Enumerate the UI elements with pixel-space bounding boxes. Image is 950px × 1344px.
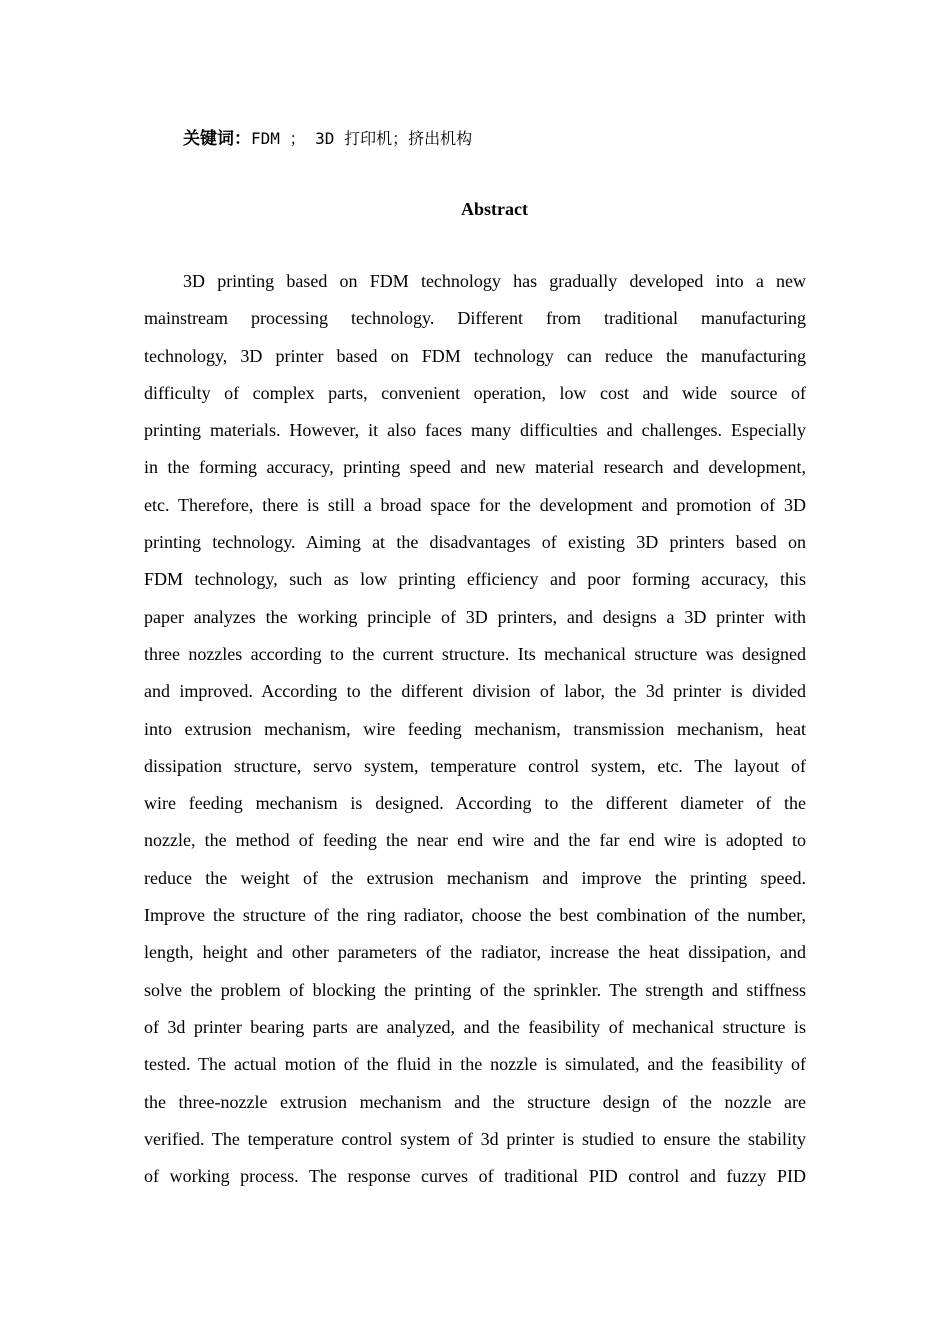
abstract-line: in the forming accuracy, printing speed and new material research and development, — [144, 457, 806, 478]
abstract-line: nozzle, the method of feeding the near end wire and the far end wire is adopted to — [144, 830, 806, 851]
abstract-line: wire feeding mechanism is designed. According to the different diameter of the — [144, 793, 806, 814]
abstract-line: printing materials. However, it also faces many difficulties and challenges. Especially — [144, 420, 806, 441]
abstract-line: of working process. The response curves of traditional PID control and fuzzy PID — [144, 1166, 806, 1187]
abstract-line: mainstream processing technology. Different from traditional manufacturing — [144, 308, 806, 329]
abstract-line: technology, 3D printer based on FDM technology can reduce the manufacturing — [144, 345, 806, 366]
abstract-line: length, height and other parameters of the radiator, increase the heat dissipation, and — [144, 942, 806, 963]
abstract-line: printing technology. Aiming at the disadvantages of existing 3D printers based on — [144, 532, 806, 553]
abstract-line: Improve the structure of the ring radiator, choose the best combination of the number, — [144, 905, 806, 926]
abstract-line: three nozzles according to the current structure. Its mechanical structure was designed — [144, 643, 806, 664]
keywords-label: 关键词： — [183, 129, 251, 149]
abstract-line: etc. Therefore, there is still a broad space for the development and promotion of 3D — [144, 494, 806, 515]
abstract-line: paper analyzes the working principle of 3D printers, and designs a 3D printer with — [144, 606, 806, 627]
abstract-line: verified. The temperature control system of 3d printer is studied to ensure the stability — [144, 1128, 806, 1149]
abstract-line: reduce the weight of the extrusion mechanism and improve the printing speed. — [144, 867, 806, 888]
abstract-line: tested. The actual motion of the fluid in the nozzle is simulated, and the feasibility of — [144, 1054, 806, 1075]
abstract-heading: Abstract — [461, 199, 528, 219]
abstract-line: dissipation structure, servo system, temperature control system, etc. The layout of — [144, 755, 806, 776]
abstract-line: FDM technology, such as low printing efficiency and poor forming accuracy, this — [144, 569, 806, 590]
abstract-line: difficulty of complex parts, convenient operation, low cost and wide source of — [144, 382, 806, 403]
keywords-line — [183, 126, 472, 151]
abstract-line: of 3d printer bearing parts are analyzed, and the feasibility of mechanical structure is — [144, 1016, 806, 1037]
abstract-body — [144, 263, 806, 1195]
keywords-value: FDM ； 3D 打印机；挤出机构 — [251, 129, 473, 148]
abstract-line: 3D printing based on FDM technology has gradually developed into a new — [183, 271, 806, 291]
abstract-line: solve the problem of blocking the printing of the sprinkler. The strength and stiffness — [144, 979, 806, 1000]
abstract-line: and improved. According to the different division of labor, the 3d printer is divided — [144, 681, 806, 702]
abstract-line: the three-nozzle extrusion mechanism and the structure design of the nozzle are — [144, 1091, 806, 1112]
abstract-line: into extrusion mechanism, wire feeding mechanism, transmission mechanism, heat — [144, 718, 806, 739]
